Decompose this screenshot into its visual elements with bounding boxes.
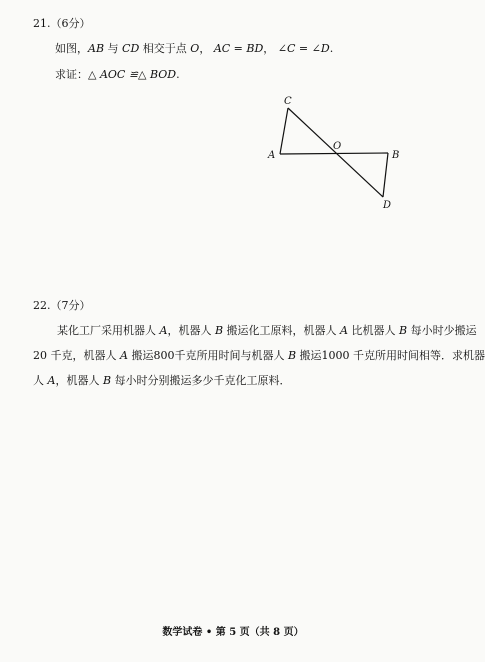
math-variable: B	[399, 324, 408, 337]
q22-score: （7分）	[50, 299, 91, 312]
q22-header	[33, 300, 91, 311]
q22-line-1	[57, 325, 477, 336]
text-run: 搬运800千克所用时间与机器人	[127, 349, 288, 362]
q21-given-mid: 相交于点	[142, 42, 187, 55]
text-run: 每小时少搬运	[407, 324, 477, 337]
text-run: 每小时分别搬运多少千克化工原料．	[111, 374, 291, 387]
q22-number: 22.	[33, 299, 51, 312]
q21-number: 21.	[33, 17, 51, 30]
segment-ac	[280, 108, 288, 154]
label-b: B	[392, 150, 400, 161]
segment-cd	[288, 108, 383, 197]
math-variable: A	[47, 374, 56, 387]
text-run: ，机器人	[167, 324, 215, 337]
label-o: O	[333, 141, 342, 152]
q21-point-o: O	[190, 42, 200, 55]
text-run: 搬运化工原料，机器人	[223, 324, 341, 337]
q21-prove-end: .	[176, 68, 180, 81]
q22-line-3	[33, 375, 291, 386]
q21-segment-cd: CD	[122, 42, 140, 55]
q21-condition-2: ∠C = ∠D	[277, 42, 330, 55]
label-c: C	[284, 96, 292, 107]
math-variable: B	[102, 374, 112, 387]
q21-given-and: 与	[107, 42, 119, 55]
q21-prove-statement: △ AOC ≌△ BOD	[88, 68, 177, 81]
math-variable: B	[214, 324, 224, 337]
text-run: ，机器人	[55, 374, 103, 387]
text-run: 搬运1000 千克所用时间相等．求机器	[296, 349, 485, 362]
page-footer: 数学试卷 • 第 5 页（共 8 页）	[162, 627, 304, 638]
q21-score: （6分）	[50, 17, 91, 30]
label-d: D	[383, 200, 392, 211]
label-a: A	[268, 150, 276, 161]
text-run: 比机器人	[348, 324, 399, 337]
q21-given-end: .	[329, 42, 334, 55]
q21-sep2: ，	[263, 42, 275, 55]
q21-sep1: ，	[199, 42, 211, 55]
math-variable: A	[120, 349, 128, 362]
segment-bd	[383, 153, 388, 197]
text-run: 某化工厂采用机器人	[57, 324, 160, 337]
math-variable: A	[159, 324, 168, 337]
q21-condition-1: AC = BD	[213, 42, 264, 55]
q21-prove-prefix: 求证：	[55, 68, 88, 81]
text-run: 人	[33, 374, 48, 387]
math-variable: A	[340, 324, 348, 337]
q22-line-2	[33, 350, 485, 361]
segment-ab	[280, 153, 388, 154]
text-run: 20 千克，机器人	[33, 349, 120, 362]
q21-given-prefix: 如图，	[55, 42, 88, 55]
q21-segment-ab: AB	[88, 42, 105, 55]
math-variable: B	[287, 349, 297, 362]
